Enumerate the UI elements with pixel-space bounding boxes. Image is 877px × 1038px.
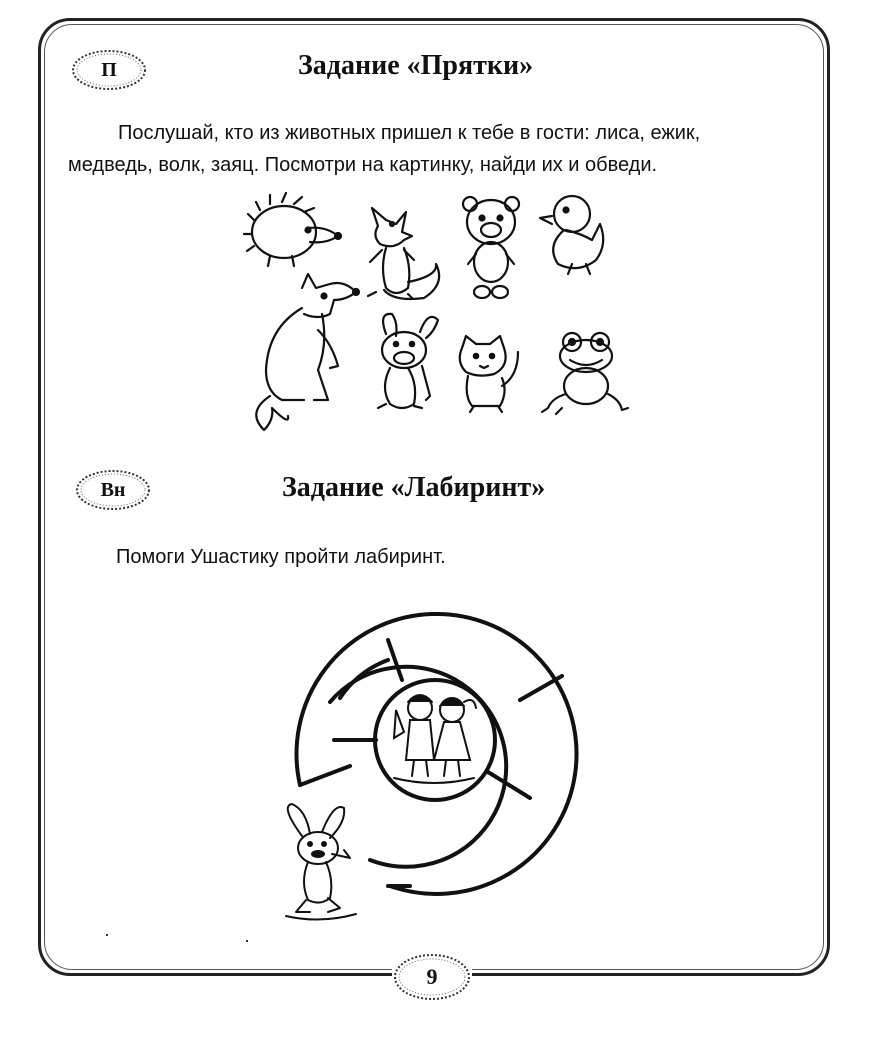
maze-wall xyxy=(488,772,530,798)
task2-text: Помоги Ушастику пройти лабиринт. xyxy=(116,546,446,568)
page-number-label: 9 xyxy=(426,964,438,989)
children-picture xyxy=(394,695,476,783)
speck xyxy=(246,940,248,942)
frog-picture xyxy=(542,333,628,414)
maze-wall xyxy=(388,640,402,680)
task2-badge xyxy=(74,468,152,512)
task1-text-line1: Послушай, кто из животных пришел к тебе в гости: лиса, ежик, xyxy=(118,122,701,144)
fox-picture xyxy=(368,208,439,299)
task1-badge xyxy=(70,48,148,92)
task2-title: Задание «Лабиринт» xyxy=(282,472,546,503)
task2-badge-label: Вн xyxy=(100,478,126,501)
rabbit-ushastik-picture xyxy=(278,800,368,930)
task1-title: Задание «Прятки» xyxy=(298,50,534,81)
speck xyxy=(106,934,108,936)
maze-wall xyxy=(520,676,562,700)
cat-picture xyxy=(460,336,518,412)
wolf-picture xyxy=(256,274,359,430)
hedgehog-picture xyxy=(244,193,341,266)
rabbit-picture xyxy=(378,314,438,408)
duck-picture xyxy=(540,196,603,274)
page-number xyxy=(392,952,472,1002)
bear-picture xyxy=(463,197,519,298)
maze-middle-ring-top xyxy=(340,660,388,698)
task1-text-line2: медведь, волк, заяц. Посмотри на картинку, найди их и обведи. xyxy=(68,154,658,176)
maze-wall xyxy=(300,766,350,785)
animals-illustration xyxy=(236,190,636,440)
task1-badge-label: П xyxy=(101,58,117,81)
